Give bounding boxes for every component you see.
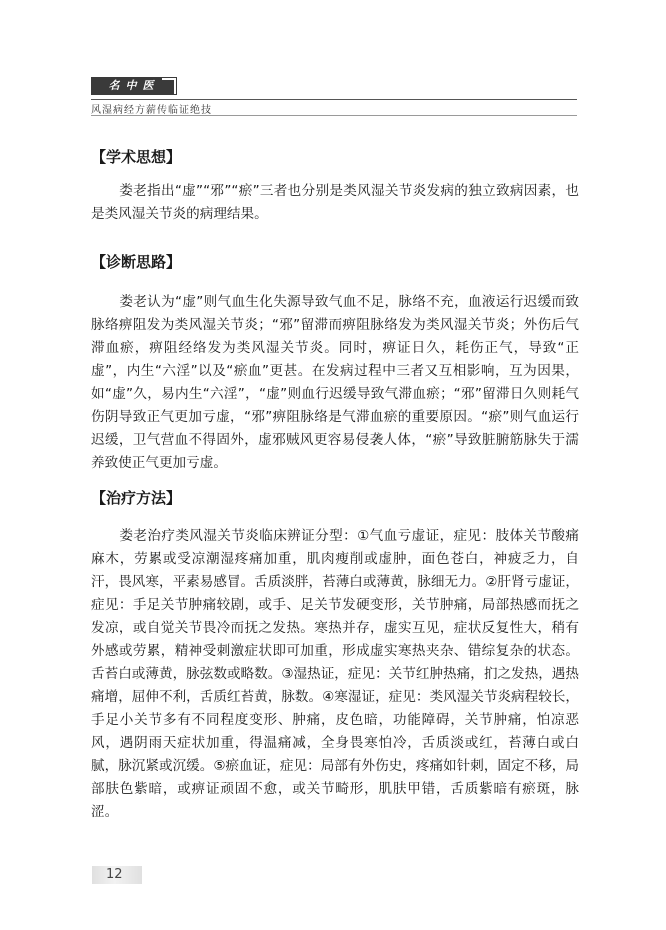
section-heading-academic-thought: 【学术思想】 [91,148,182,166]
header-rule-thin [91,115,577,116]
section-heading-treatment: 【治疗方法】 [91,489,182,507]
header-subtitle: 风湿病经方薪传临证绝技 [91,105,212,116]
paragraph-text: 娄老治疗类风湿关节炎临床辨证分型：①气血亏虚证，症见：肢体关节酸痛麻木，劳累或受凉潮湿疼痛加重，肌肉瘦削或虚肿，面色苍白，神疲乏力，自汗，畏风寒，平素易感冒。舌质淡胖，苔薄白或薄黄，脉细无力。②肝肾亏虚证，症见：手足关节肿痛较剧，或手、足关节发硬变形，关节肿痛，局部热感而抚之发凉，或自觉关节畏冷而抚之发热。寒热并存，虚实互见，症状反复性大，稍有外感或劳累，精神受刺激症状即可加重，形成虚实寒热夹杂、错综复杂的状态。舌苔白或薄黄，脉弦数或略数。③湿热证，症见：关节红肿热痛，扪之发热，遇热痛增，屈伸不利，舌质红苔黄，脉数。④寒湿证，症见：类风湿关节炎病程较长，手足小关节多有不同程度变形、肿痛，皮色暗，功能障碍，关节肿痛，怕凉恶风，遇阴雨天症状加重，得温痛减，全身畏寒怕冷，舌质淡或红，苔薄白或白腻，脉沉紧或沉缓。⑤瘀血证，症见：局部有外伤史，疼痛如针刺，固定不移，局部肤色紫暗，或痹证顽固不愈，或关节畸形，肌肤甲错，舌质紫暗有瘀斑，脉涩。 [91,528,579,820]
paragraph-text: 娄老认为“虚”则气血生化失源导致气血不足，脉络不充，血液运行迟缓而致脉络痹阻发为类风湿关节炎；“邪”留滞而痹阻脉络发为类风湿关节炎；外伤后气滞血瘀，痹阻经络发为类风湿关节炎。同时，痹证日久，耗伤正气，导致“正虚”，内生“六淫”以及“瘀血”更甚。在发病过程中三者又互相影响，互为因果，如“虚”久，易内生“六淫”，“虚”则血行迟缓导致气滞血瘀；“邪”留滞日久则耗气伤阴导致正气更加亏虚，“邪”痹阻脉络是气滞血瘀的重要原因。“瘀”则气血运行迟缓，卫气营血不得固外，虚邪贼风更容易侵袭人体，“瘀”导致脏腑筋脉失于濡养致使正气更加亏虚。 [91,294,579,471]
paragraph-text: 娄老指出“虚”“邪”“瘀”三者也分别是类风湿关节炎发病的独立致病因素，也是类风湿关节炎的病理结果。 [91,183,579,222]
section-paragraph-treatment [91,525,579,824]
header-banner: 名中医 [91,77,177,95]
section-paragraph-academic-thought [91,180,579,226]
header-bracket-ornament [162,78,176,94]
header-rule [91,99,577,100]
page-number: 12 [106,867,123,882]
section-heading-diagnosis: 【诊断思路】 [91,253,182,271]
section-paragraph-diagnosis [91,291,579,475]
